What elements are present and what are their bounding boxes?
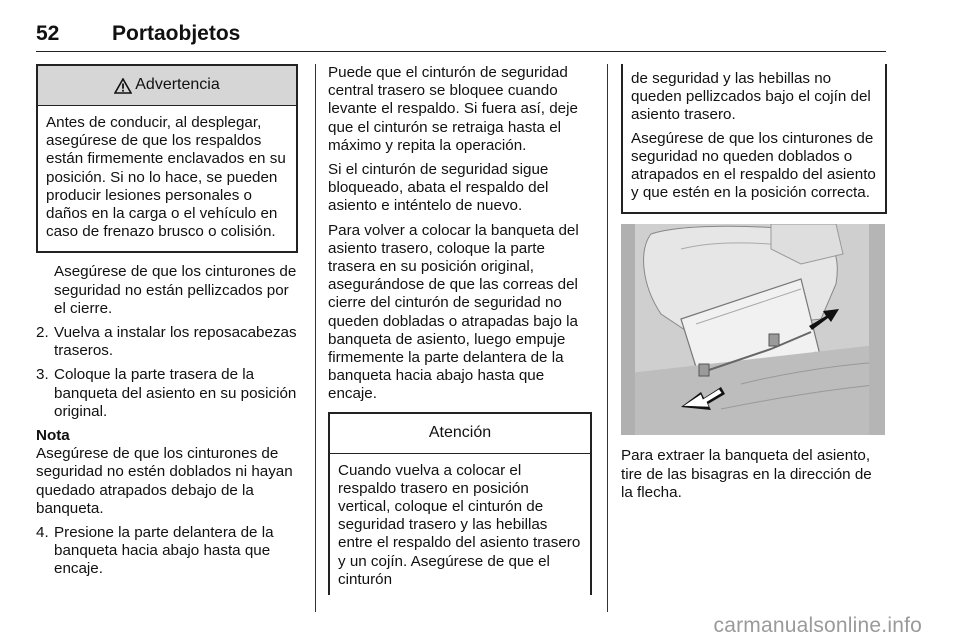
watermark: carmanualsonline.info [713, 614, 922, 637]
list-item-text: Vuelva a instalar los reposacabezas traseros. [54, 324, 297, 360]
page-number: 52 [36, 22, 60, 45]
list-item-text: Presione la parte delantera de la banqueta hacia abajo hasta que encaje. [54, 524, 274, 578]
paragraph: Puede que el cinturón de seguridad central trasero se bloquee cuando levante el respaldo. Si fuera así, deje que el cinturón se retraiga hasta el máximo y repita la operación. [328, 64, 578, 154]
attention-heading: Atención [428, 424, 492, 442]
page-title: Portaobjetos [112, 22, 241, 45]
seat-hinge-illustration [621, 224, 885, 435]
attention-text: Cuando vuelva a colocar el respaldo trasero en posición vertical, coloque el cinturón de seguridad trasero y las hebillas entre el respaldo del asiento trasero y un cojín. Asegúrese de que el cinturón [338, 461, 581, 588]
list-item-number: 2. [36, 324, 49, 342]
warning-text: Antes de conducir, al desplegar, asegúrese de que los respaldos están firmemente enclavados en su posición. Si no lo hace, se pueden producir lesiones personales o daños en la carga o el vehículo en caso de frenazo brusco o colisión. [46, 114, 286, 241]
warning-heading: Advertencia [135, 76, 220, 94]
attention-text: de seguridad y las hebillas no queden pellizcados bajo el cojín del asiento trasero. [631, 70, 871, 124]
attention-box-continued [621, 64, 887, 214]
column-3 [621, 64, 887, 508]
step-1-continuation: Asegúrese de que los cinturones de seguridad no están pellizcados por el cierre. [54, 263, 297, 317]
list-item-text: Coloque la parte trasera de la banqueta del asiento en su posición original. [54, 366, 297, 420]
warning-box [36, 64, 298, 253]
list-item [36, 524, 298, 579]
attention-text: Asegúrese de que los cinturones de seguridad no queden doblados o atrapados en el respaldo del asiento y que estén en la posición correcta. [631, 129, 876, 202]
column-1 [36, 64, 298, 585]
note-title: Nota [36, 427, 70, 445]
warning-box-header [38, 66, 296, 106]
paragraph: Si el cinturón de seguridad sigue bloqueado, abata el respaldo del asiento e inténtelo de nuevo. [328, 161, 549, 215]
attention-box [328, 412, 592, 595]
list-item-number: 3. [36, 366, 49, 384]
column-divider [315, 64, 316, 612]
list-item-number: 4. [36, 524, 49, 542]
column-divider [607, 64, 608, 612]
warning-icon [114, 78, 132, 94]
list-item [36, 324, 298, 360]
note-text: Asegúrese de que los cinturones de seguridad no estén doblados ni hayan quedado atrapados debajo de la banqueta. [36, 445, 293, 517]
figure-caption: Para extraer la banqueta del asiento, tire de las bisagras en la dirección de la flecha. [621, 447, 872, 501]
paragraph: Para volver a colocar la banqueta del asiento trasero, coloque la parte trasera en su posición original, asegurándose de que las correas del cierre del cinturón de seguridad no queden dobladas o atrapadas bajo la banqueta de asiento, luego empuje firmemente la parte delantera de la banqueta hacia abajo hasta que encaje. [328, 221, 579, 403]
page-header [36, 22, 886, 52]
column-2 [328, 64, 592, 595]
list-item [36, 366, 298, 421]
attention-box-header [330, 414, 590, 454]
